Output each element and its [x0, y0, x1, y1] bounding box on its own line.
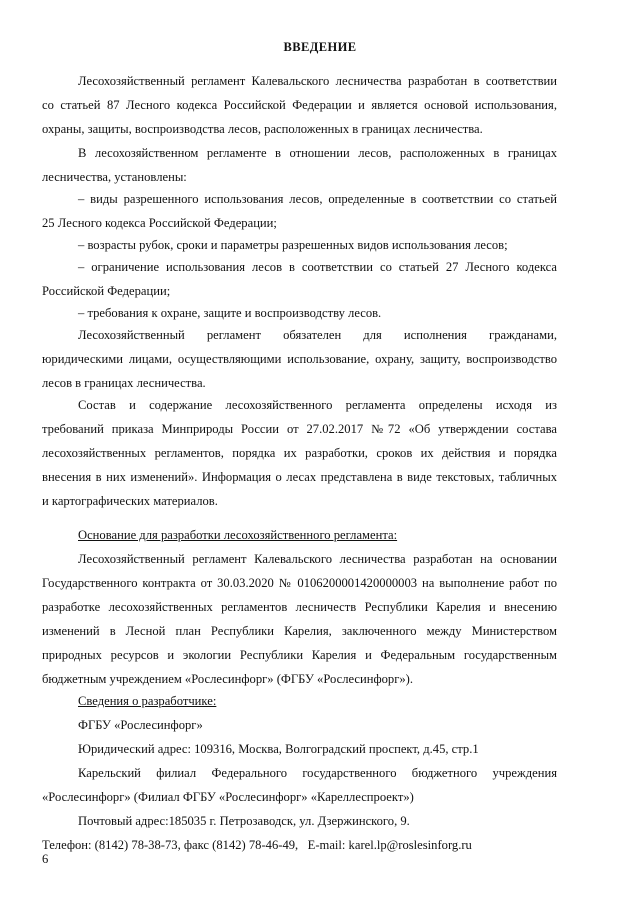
paragraph-line: со статьей 87 Лесного кодекса Российской Федерации и является основой использования, — [42, 98, 557, 112]
paragraph-line: юридическими лицами, осуществляющими использование, охрану, защиту, воспроизводство — [42, 352, 557, 366]
page-number: 6 — [42, 852, 49, 866]
paragraph-line: и картографических материалов. — [42, 494, 218, 508]
paragraph-line: разработке лесохозяйственных регламентов лесничеств Республики Карелия и внесению — [42, 600, 557, 614]
branch-line: «Рослесинфорг» (Филиал ФГБУ «Рослесинфорг» «Кареллеспроект») — [42, 790, 414, 804]
legal-address: Юридический адрес: 109316, Москва, Волгоградский проспект, д.45, стр.1 — [78, 742, 479, 756]
paragraph-line: внесения в них изменений». Информация о лесах представлена в виде текстовых, табличных — [42, 470, 557, 484]
paragraph-line: лесничества, установлены: — [42, 170, 187, 184]
paragraph-line: Состав и содержание лесохозяйственного регламента определены исходя из — [78, 398, 557, 412]
paragraph-line: лесохозяйственных регламентов, порядка их разработки, сроков их действия и порядка — [42, 446, 557, 460]
paragraph-line: Лесохозяйственный регламент обязателен для исполнения гражданами, — [78, 328, 557, 342]
page-title: ВВЕДЕНИЕ — [283, 40, 357, 54]
list-item: – виды разрешенного использования лесов, определенные в соответствии со статьей — [78, 192, 557, 206]
developer-name: ФГБУ «Рослесинфорг» — [78, 718, 203, 732]
list-item: – ограничение использования лесов в соответствии со статьей 27 Лесного кодекса — [78, 260, 557, 274]
section-heading-developer: Сведения о разработчике: — [78, 694, 217, 708]
paragraph-line: изменений в Лесной план Республики Карелия, заключенного между Министерством — [42, 624, 557, 638]
list-item: 25 Лесного кодекса Российской Федерации; — [42, 216, 277, 230]
list-item: Российской Федерации; — [42, 284, 171, 298]
branch-line: Карельский филиал Федерального государственного бюджетного учреждения — [78, 766, 557, 780]
paragraph-line: природных ресурсов и экологии Республики Карелия и Федеральным государственным — [42, 648, 557, 662]
paragraph-line: требований приказа Минприроды России от 27.02.2017 №72 «Об утверждении состава — [42, 422, 557, 436]
paragraph-line: бюджетным учреждением «Рослесинфорг» (ФГБУ «Рослесинфорг»). — [42, 672, 414, 686]
list-item: – требования к охране, защите и воспроизводству лесов. — [78, 306, 382, 320]
paragraph-line: В лесохозяйственном регламенте в отношении лесов, расположенных в границах — [78, 146, 557, 160]
contacts-line: Телефон: (8142) 78-38-73, факс (8142) 78-46-49, E-mail: karel.lp@roslesinforg.ru — [42, 838, 472, 852]
paragraph-line: охраны, защиты, воспроизводства лесов, расположенных в границах лесничества. — [42, 122, 483, 136]
paragraph-line: Лесохозяйственный регламент Калевальского лесничества разработан в соответствии — [78, 74, 557, 88]
list-item: – возрасты рубок, сроки и параметры разрешенных видов использования лесов; — [78, 238, 508, 252]
paragraph-line: лесов в границах лесничества. — [42, 376, 206, 390]
postal-address: Почтовый адрес:185035 г. Петрозаводск, ул. Дзержинского, 9. — [78, 814, 410, 828]
paragraph-line: Лесохозяйственный регламент Калевальского лесничества разработан на основании — [78, 552, 557, 566]
paragraph-line: Государственного контракта от 30.03.2020 № 0106200001420000003 на выполнение работ по — [42, 576, 557, 590]
section-heading-basis: Основание для разработки лесохозяйственного регламента: — [78, 528, 398, 542]
